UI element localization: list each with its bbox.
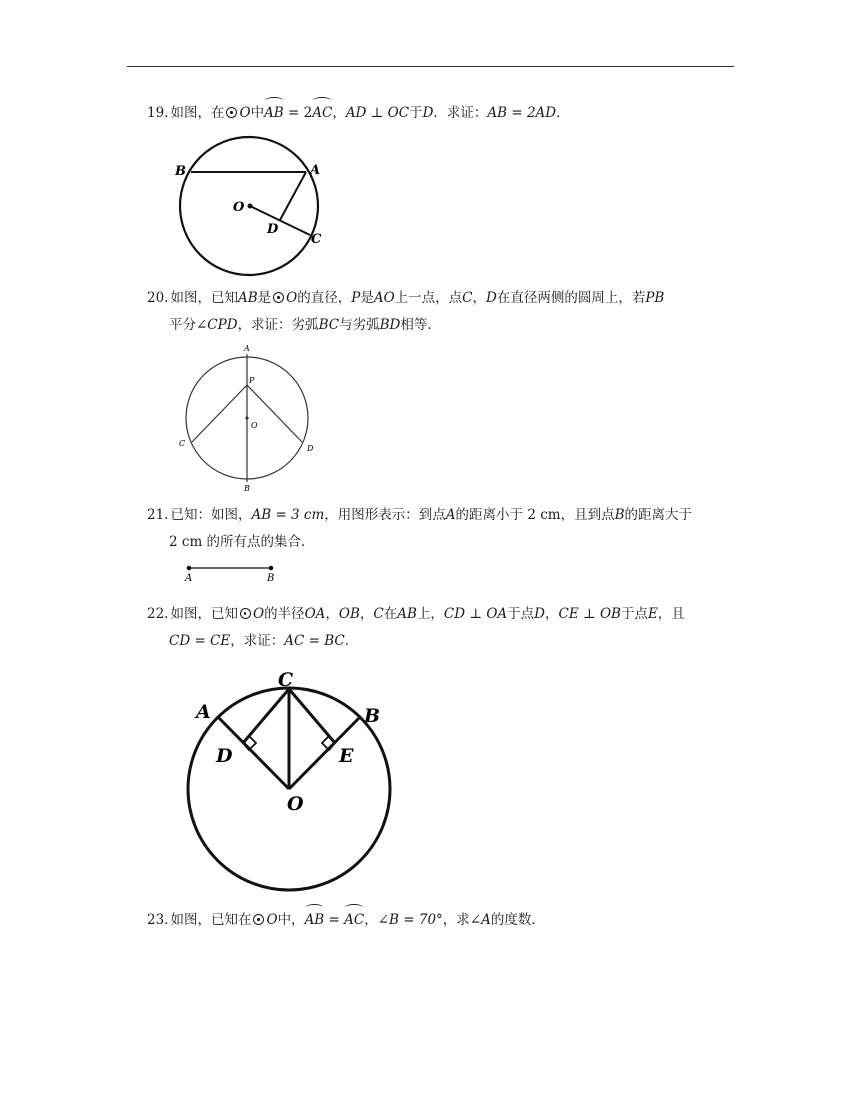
question-19-text: 19. 如图，在 O中AB = 2AC，AD ⊥ OC于D．求证：AB = 2AD． <box>147 100 737 127</box>
label-p: P <box>249 376 255 385</box>
question-number: 23. <box>147 912 169 928</box>
question-number: 20. <box>147 290 169 306</box>
label-a: A <box>196 701 211 723</box>
question-21 <box>147 502 737 556</box>
circle-symbol <box>240 608 251 619</box>
figure-20 <box>178 342 328 492</box>
question-number: 21. <box>147 507 169 523</box>
center-dot <box>248 204 253 209</box>
label-c: C <box>278 669 294 691</box>
question-number: 22. <box>147 606 169 622</box>
segment-pc <box>192 385 247 442</box>
label-e: E <box>339 745 354 767</box>
figure-19 <box>170 130 350 280</box>
question-21-line-1: 21. 已知：如图，AB = 3 cm，用图形表示：到点A的距离小于 2 cm，且到点B的距离大于 <box>147 507 693 523</box>
question-23 <box>147 907 737 934</box>
label-o: O <box>287 793 304 815</box>
question-20 <box>147 285 737 339</box>
question-22-line-1: 22. 如图，已知 O的半径OA，OB，C在AB上，CD ⊥ OA于点D，CE ⊥ OB于点E，且 <box>147 606 685 622</box>
label-c: C <box>179 439 186 448</box>
question-20-line-2: 平分∠CPD，求证：劣弧BC与劣弧BD相等． <box>169 317 441 333</box>
label-a: A <box>310 163 321 178</box>
segment-pd <box>247 385 302 442</box>
circle-symbol <box>273 292 284 303</box>
circle-symbol <box>253 914 264 925</box>
circle-symbol <box>226 107 237 118</box>
arc-ac: AC <box>312 100 332 127</box>
label-a: A <box>244 344 250 353</box>
label-b: B <box>175 164 186 179</box>
label-d: D <box>216 745 233 767</box>
label-c: C <box>311 232 322 247</box>
question-23-text: 23. 如图，已知在 O中，AB = AC，∠B = 70°，求∠A的度数． <box>147 907 737 934</box>
header-rule <box>127 66 734 67</box>
segment-oc <box>250 206 310 235</box>
question-19 <box>147 100 737 127</box>
label-b: B <box>267 573 275 584</box>
point-b <box>269 566 274 571</box>
segment-ad <box>280 172 306 220</box>
question-number: 19. <box>147 105 169 121</box>
arc-ab: AB <box>305 907 325 934</box>
label-d: D <box>267 222 279 237</box>
question-22-line-2: CD = CE，求证：AC = BC． <box>169 633 359 649</box>
label-d: D <box>307 444 314 453</box>
figure-22 <box>183 665 423 895</box>
question-21-line-2: 2 cm 的所有点的集合． <box>169 534 315 550</box>
label-b: B <box>244 484 250 493</box>
label-a: A <box>185 573 193 584</box>
point-a <box>187 566 192 571</box>
label-o: O <box>251 421 258 430</box>
label-b: B <box>364 705 381 727</box>
question-22 <box>147 601 737 655</box>
label-o: O <box>233 200 245 215</box>
center-dot <box>245 416 248 419</box>
arc-ab: AB <box>264 100 284 127</box>
question-20-line-1: 20. 如图，已知AB是 O的直径，P是AO上一点，点C，D在直径两侧的圆周上，若PB <box>147 290 665 306</box>
arc-ac: AC <box>344 907 364 934</box>
figure-21 <box>183 562 283 584</box>
